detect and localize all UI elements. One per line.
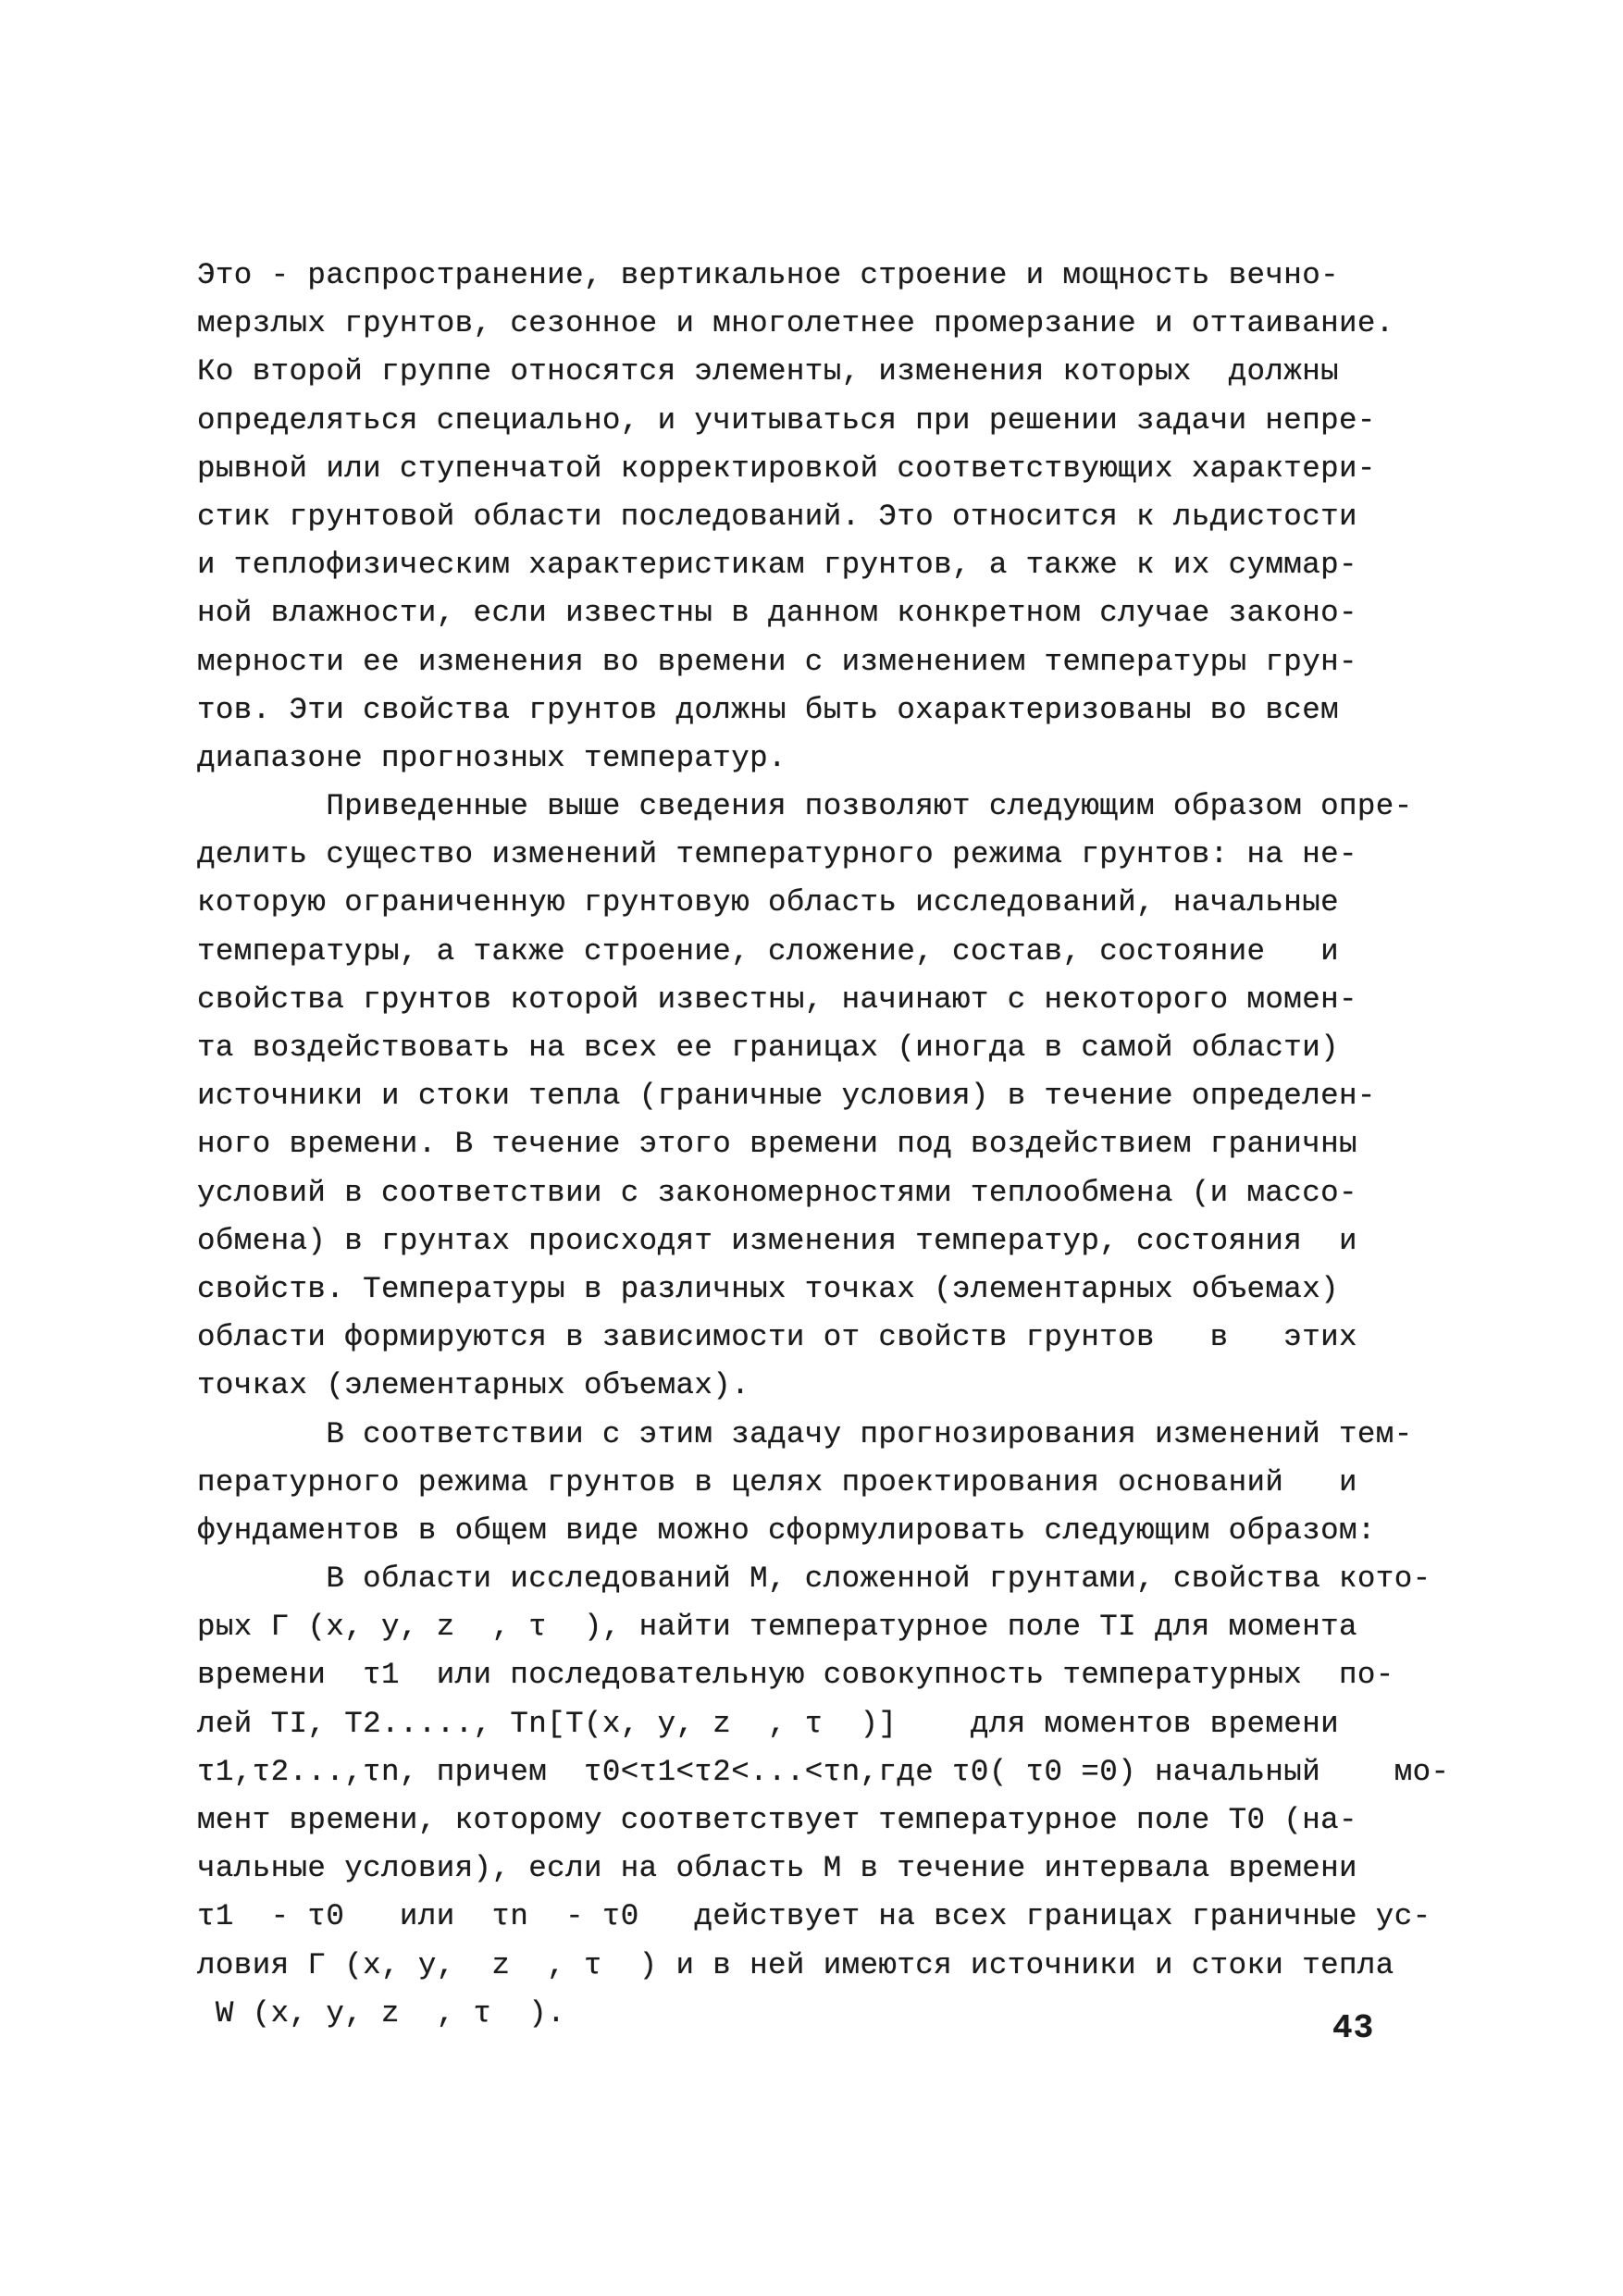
text-line: та воздействовать на всех ее границах (иногда в самой области) <box>197 1031 1339 1065</box>
text-line: делить существо изменений температурного режима грунтов: на не- <box>197 837 1357 872</box>
text-line: тов. Эти свойства грунтов должны быть охарактеризованы во всем <box>197 692 1339 727</box>
text-line: мерности ее изменения во времени с изменением температуры грун- <box>197 644 1357 679</box>
text-line: пературного режима грунтов в целях проектирования оснований и <box>197 1464 1357 1500</box>
text-line: В соответствии с этим задачу прогнозирования изменений тем- <box>197 1416 1413 1451</box>
text-line: стик грунтовой области последований. Это относится к льдистости <box>197 499 1357 534</box>
text-line: τ1 - τ0 или τn - τ0 действует на всех границах граничные ус- <box>197 1899 1431 1934</box>
text-line: рывной или ступенчатой корректировкой соответствующих характери- <box>197 451 1376 486</box>
text-line: чальные условия), если на область М в течение интервала времени <box>197 1851 1357 1886</box>
text-line: W (x, y, z , τ ). <box>197 1995 566 2031</box>
text-line: диапазоне прогнозных температур. <box>197 740 787 775</box>
text-line: ной влажности, если известны в данном конкретном случае законо- <box>197 596 1357 631</box>
text-line: ного времени. В течение этого времени под воздействием граничны <box>197 1127 1357 1162</box>
text-line: фундаментов в общем виде можно сформулировать следующим образом: <box>197 1512 1376 1548</box>
text-line: области формируются в зависимости от свойств грунтов в этих <box>197 1320 1357 1355</box>
text-line: температуры, а также строение, сложение, состав, состояние и <box>197 933 1339 969</box>
text-line: определяться специально, и учитываться при решении задачи непре- <box>197 402 1376 438</box>
text-line: источники и стоки тепла (граничные условия) в течение определен- <box>197 1079 1376 1114</box>
text-line: свойств. Температуры в различных точках (элементарных объемах) <box>197 1271 1339 1306</box>
text-line: и теплофизическим характеристикам грунтов, а также к их суммар- <box>197 548 1357 583</box>
text-line: времени τ1 или последовательную совокупность температурных по- <box>197 1658 1394 1693</box>
page-number: 43 <box>1332 2009 1375 2047</box>
text-line: которую ограниченную грунтовую область исследований, начальные <box>197 885 1339 920</box>
text-line: τ1,τ2...,τn, причем τ0<τ1<τ2<...<τn,где τ0( τ0 =0) начальный мо- <box>197 1754 1450 1789</box>
text-line: обмена) в грунтах происходят изменения температур, состояния и <box>197 1223 1357 1258</box>
text-line: мент времени, которому соответствует температурное поле T0 (на- <box>197 1803 1357 1837</box>
text-line: В области исследований М, сложенной грунтами, свойства кото- <box>197 1562 1431 1597</box>
text-line: рых Г (x, y, z , τ ), найти температурное поле TI для момента <box>197 1610 1357 1645</box>
text-line: условий в соответствии с закономерностями теплообмена (и массо- <box>197 1175 1357 1210</box>
text-line: Приведенные выше сведения позволяют следующим образом опре- <box>197 789 1413 824</box>
text-line: ловия Г (x, y, z , τ ) и в ней имеются источники и стоки тепла <box>197 1947 1394 1982</box>
body-text <box>197 252 1450 2038</box>
text-line: точках (элементарных объемах). <box>197 1368 750 1403</box>
text-line: лей TI, T2....., Tn[T(x, y, z , τ )] для моментов времени <box>197 1706 1339 1741</box>
text-line: свойства грунтов которой известны, начинают с некоторого момен- <box>197 981 1357 1017</box>
text-line: Это - распространение, вертикальное строение и мощность вечно- <box>197 258 1339 292</box>
text-line: Ко второй группе относятся элементы, изменения которых должны <box>197 354 1339 389</box>
text-line: мерзлых грунтов, сезонное и многолетнее промерзание и оттаивание. <box>197 306 1394 341</box>
